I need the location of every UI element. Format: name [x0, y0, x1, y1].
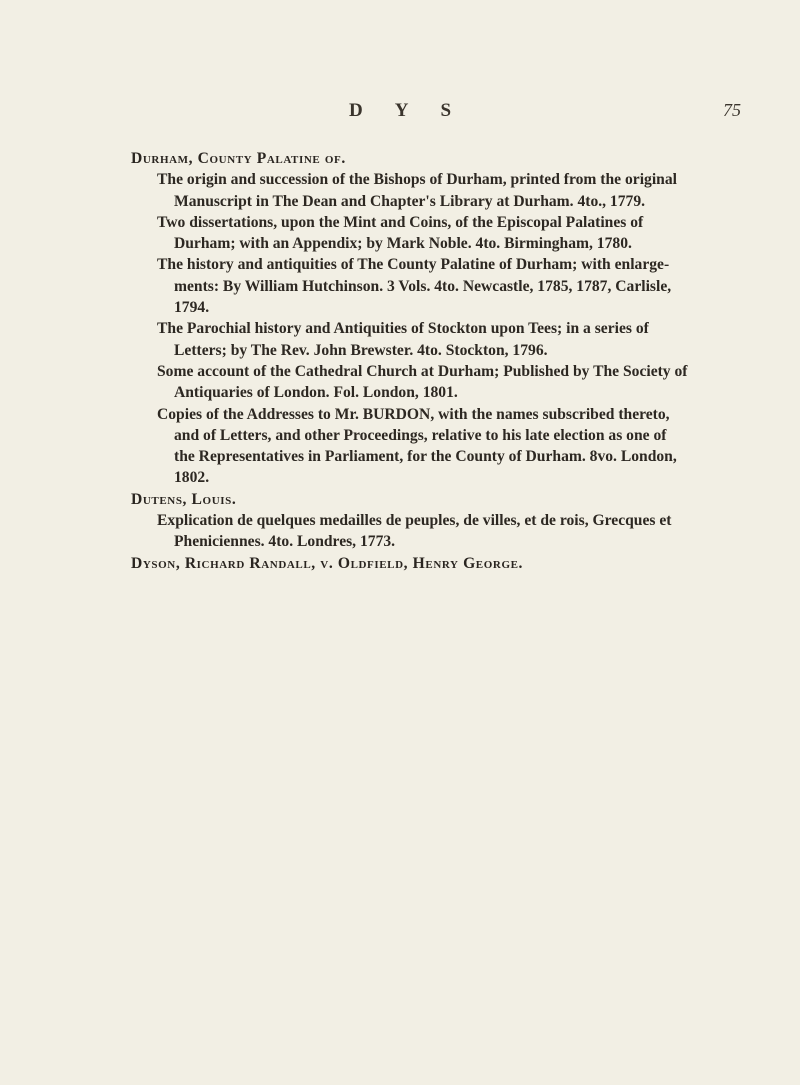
running-title: D Y S	[348, 100, 466, 121]
running-head	[0, 100, 800, 126]
catalogue-entries	[131, 148, 691, 574]
entry-item: The origin and succession of the Bishops of Durham, printed from the original Manuscript in The Dean and Chapter's Library at Durham. 4to., 1779.	[157, 171, 677, 210]
entry-group-dyson	[131, 553, 691, 574]
entry-heading: Dutens, Louis.	[131, 490, 237, 508]
entry-item: The Parochial history and Antiquities of Stockton upon Tees; in a series of Letters; by The Rev. John Brewster. 4to. Stockton, 1796.	[157, 320, 649, 359]
entry-item: Copies of the Addresses to Mr. BURDON, with the names subscribed thereto, and of Letters, and other Proceedings, relative to his late election as one of the Representatives in Parliament, for the County of Durham. 8vo. London, 1802.	[157, 405, 677, 487]
entry-item: Two dissertations, upon the Mint and Coins, of the Episcopal Palatines of Durham; with an Appendix; by Mark Noble. 4to. Birmingham, 1780.	[157, 213, 644, 253]
entry-item: The history and antiquities of The County Palatine of Durham; with enlargements: By William Hutchinson. 3 Vols. 4to. Newcastle, 1785, 1787, Carlisle, 1794.	[157, 256, 672, 317]
entry-heading: Dyson, Richard Randall, v. Oldfield, Henry George.	[131, 554, 524, 572]
entry-item: Some account of the Cathedral Church at Durham; Published by The Society of Antiquaries of London. Fol. London, 1801.	[157, 362, 688, 402]
page-number: 75	[723, 100, 741, 120]
entry-group-dutens	[131, 489, 691, 553]
entry-item: Explication de quelques medailles de peuples, de villes, et de rois, Grecques et Pheniciennes. 4to. Londres, 1773.	[157, 512, 672, 551]
entry-heading: Durham, County Palatine of.	[131, 150, 346, 167]
entry-group-durham	[131, 148, 691, 489]
